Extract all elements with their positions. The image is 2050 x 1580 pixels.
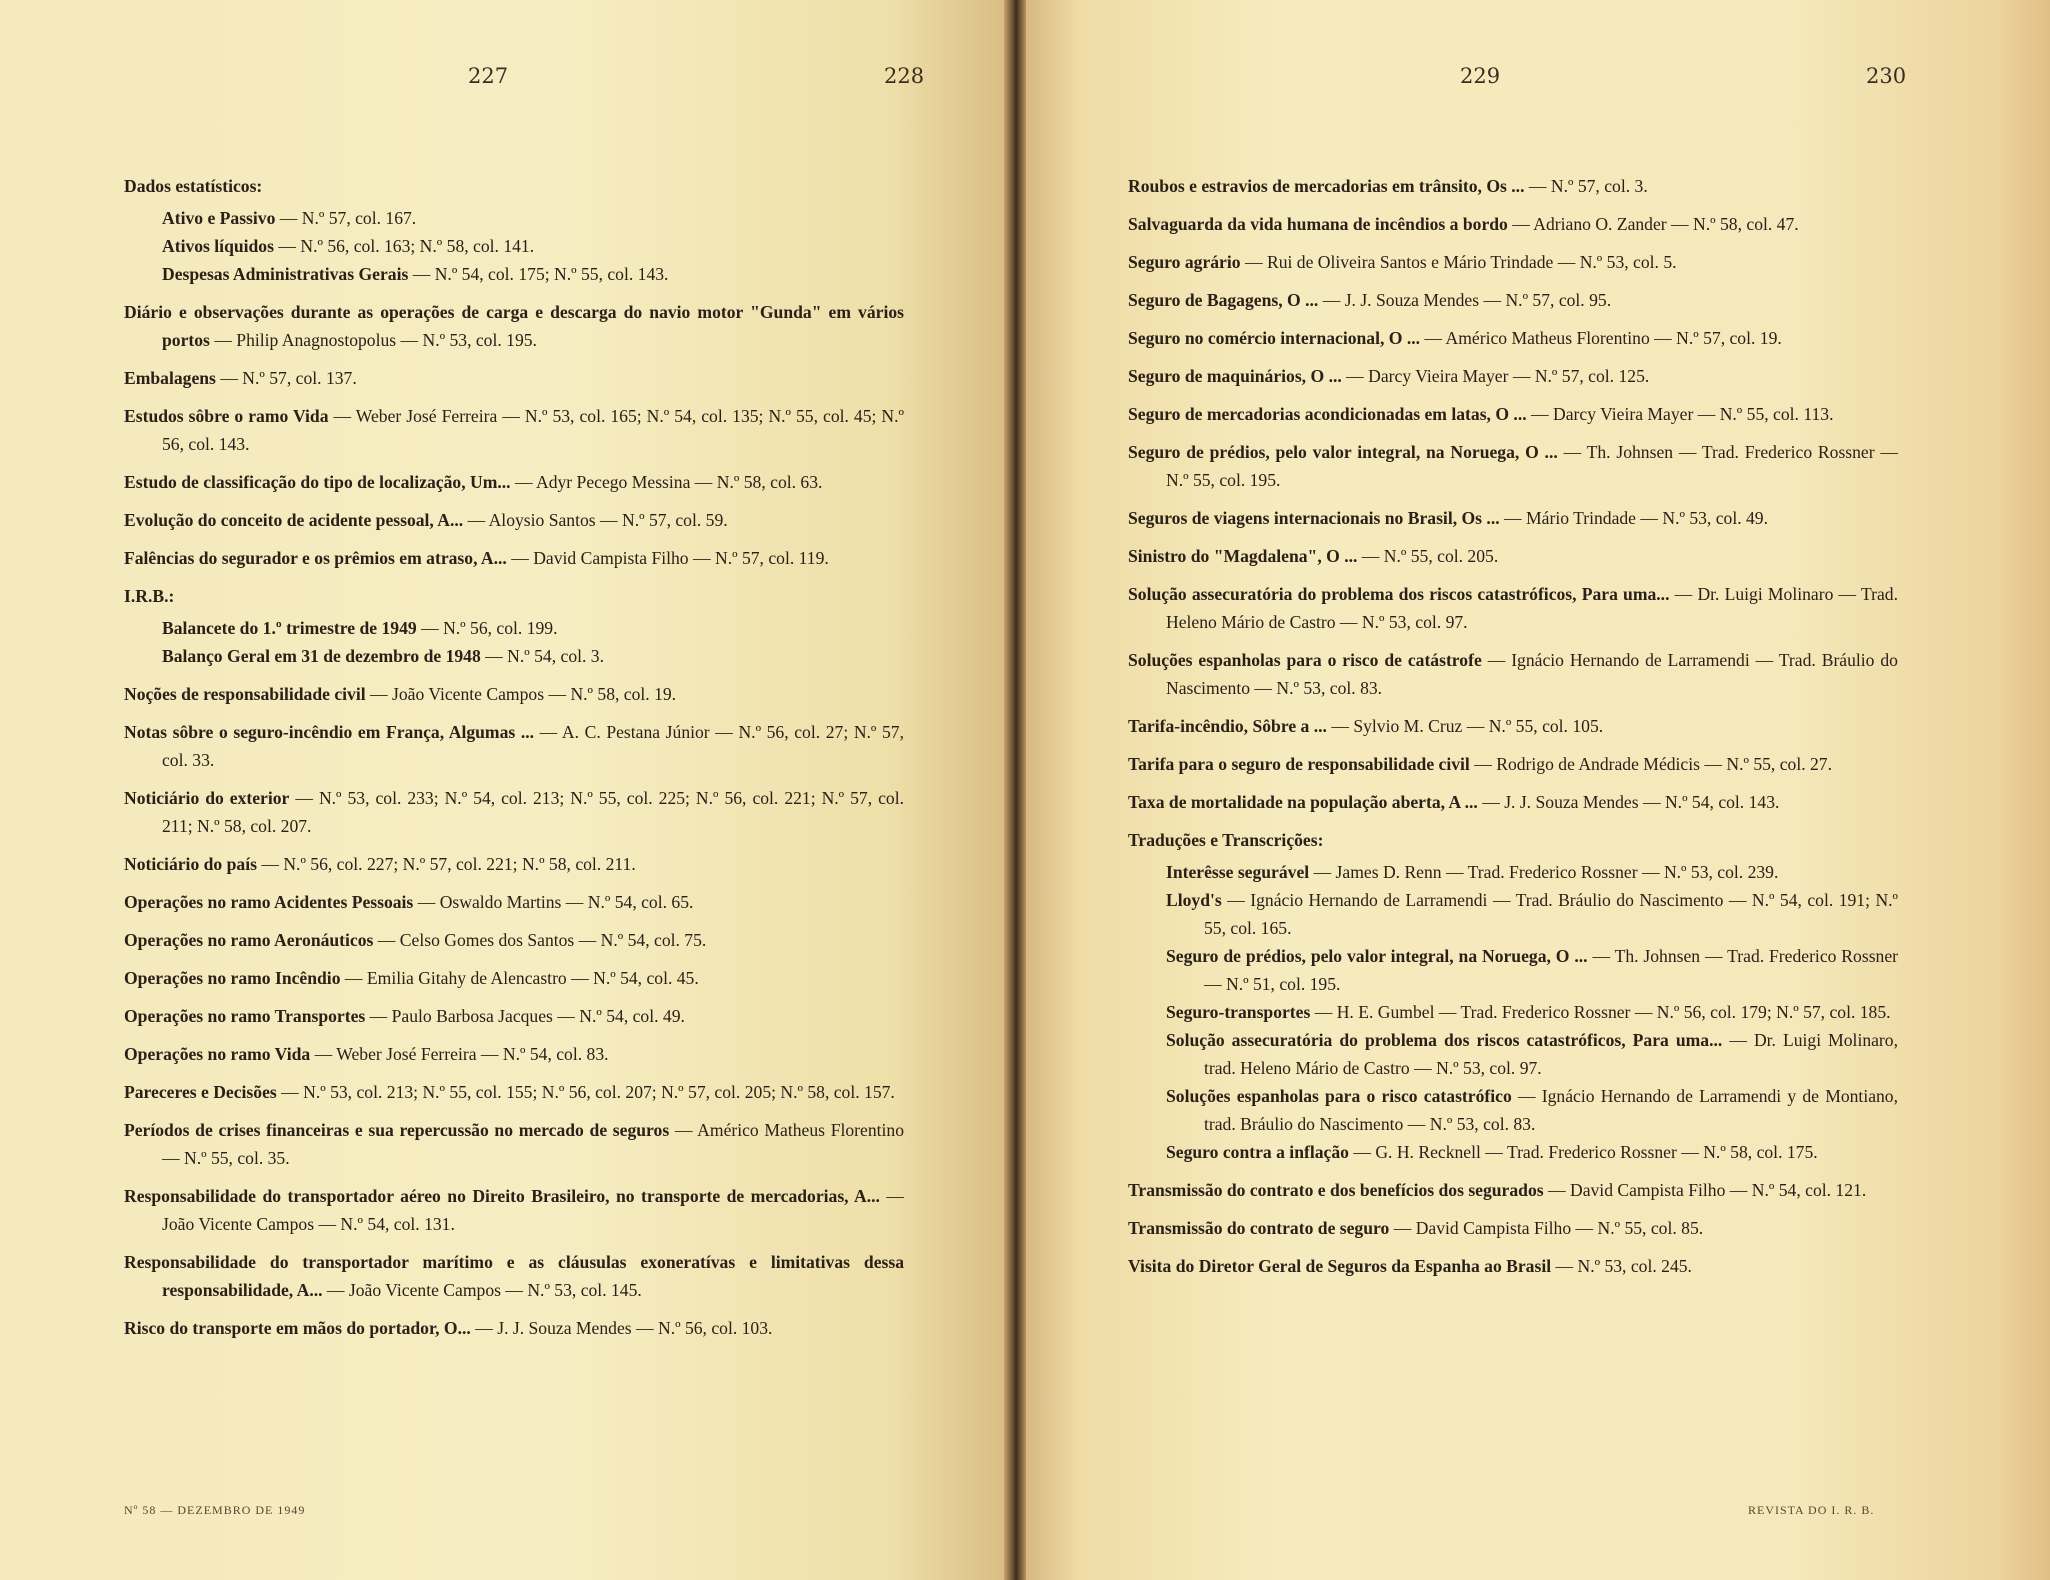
entry-reference: — David Campista Filho — N.º 54, col. 121.	[1548, 1180, 1867, 1200]
entry-title: Noções de responsabilidade civil	[124, 684, 366, 704]
entry-title: Seguro de prédios, pelo valor integral, na Noruega, O ...	[1166, 946, 1588, 966]
index-entry	[124, 232, 904, 260]
index-entry	[1128, 210, 1898, 238]
entries-list-a	[1128, 172, 1898, 816]
entry-reference: — Ignácio Hernando de Larramendi y de Montiano, trad. Bráulio do Nascimento — N.º 53, col. 83.	[1204, 1086, 1899, 1134]
index-entry	[1128, 788, 1898, 816]
index-entry	[124, 506, 904, 534]
entries-list-b	[1128, 1176, 1898, 1280]
entry-reference: — N.º 57, col. 3.	[1528, 176, 1648, 196]
index-entry	[1128, 580, 1898, 636]
index-entry	[124, 926, 904, 954]
book-gutter	[1004, 0, 1026, 1580]
entries-list-a	[124, 298, 904, 572]
entry-title: Seguros de viagens internacionais no Brasil, Os ...	[1128, 508, 1500, 528]
index-entry	[124, 1116, 904, 1172]
index-entry	[1128, 438, 1898, 494]
entry-reference: — Américo Matheus Florentino — N.º 55, col. 35.	[162, 1120, 904, 1168]
entry-title: Risco do transporte em mãos do portador, O...	[124, 1318, 471, 1338]
entry-title: Períodos de crises financeiras e sua repercussão no mercado de seguros	[124, 1120, 670, 1140]
entry-reference: — J. J. Souza Mendes — N.º 56, col. 103.	[475, 1318, 773, 1338]
entry-title: Estudos sôbre o ramo Vida	[124, 406, 329, 426]
index-entry	[1128, 886, 1898, 942]
index-entry	[124, 784, 904, 840]
entry-reference: — Adyr Pecego Messina — N.º 58, col. 63.	[514, 472, 823, 492]
entry-reference: — Dr. Luigi Molinaro, trad. Heleno Mário de Castro — N.º 53, col. 97.	[1204, 1030, 1898, 1078]
entry-title: Operações no ramo Vida	[124, 1044, 311, 1064]
entry-title: Tarifa-incêndio, Sôbre a ...	[1128, 716, 1327, 736]
entries-list-b	[124, 680, 904, 1342]
index-entry	[124, 642, 904, 670]
entry-title: Seguro contra a inflação	[1166, 1142, 1349, 1162]
entry-reference: — Darcy Vieira Mayer — N.º 57, col. 125.	[1346, 366, 1650, 386]
entry-title: Lloyd's	[1166, 890, 1222, 910]
entry-reference: — N.º 53, col. 245.	[1555, 1256, 1692, 1276]
entry-title: Transmissão do contrato e dos benefícios dos segurados	[1128, 1180, 1544, 1200]
entry-reference: — Weber José Ferreira — N.º 53, col. 165; N.º 54, col. 135; N.º 55, col. 45; N.º 56, col. 143.	[162, 406, 904, 454]
entry-reference: — Emilia Gitahy de Alencastro — N.º 54, col. 45.	[344, 968, 699, 988]
entry-reference: — Darcy Vieira Mayer — N.º 55, col. 113.	[1531, 404, 1834, 424]
entry-reference: — João Vicente Campos — N.º 58, col. 19.	[370, 684, 677, 704]
entry-reference: — N.º 57, col. 137.	[220, 368, 357, 388]
index-entry	[124, 204, 904, 232]
section-heading-irb: I.R.B.:	[124, 586, 175, 606]
entry-title: Seguro-transportes	[1166, 1002, 1311, 1022]
index-entry	[124, 1040, 904, 1068]
index-entry	[1128, 400, 1898, 428]
index-entry	[1128, 858, 1898, 886]
entry-title: Notas sôbre o seguro-incêndio em França, Algumas ...	[124, 722, 535, 742]
index-entry	[124, 1078, 904, 1106]
entry-title: Seguro agrário	[1128, 252, 1241, 272]
entry-title: Operações no ramo Incêndio	[124, 968, 341, 988]
entry-reference: — Mário Trindade — N.º 53, col. 49.	[1504, 508, 1769, 528]
entry-title: Operações no ramo Aeronáuticos	[124, 930, 374, 950]
page-number-230: 230	[1866, 64, 1907, 88]
entry-title: Roubos e estravios de mercadorias em trânsito, Os ...	[1128, 176, 1525, 196]
index-entry	[1128, 712, 1898, 740]
index-entry	[1128, 286, 1898, 314]
index-entry	[124, 718, 904, 774]
entry-title: Soluções espanholas para o risco catastrófico	[1166, 1086, 1512, 1106]
entry-title: Tarifa para o seguro de responsabilidade civil	[1128, 754, 1470, 774]
entry-reference: — Rodrigo de Andrade Médicis — N.º 55, col. 27.	[1474, 754, 1833, 774]
entry-reference: — Sylvio M. Cruz — N.º 55, col. 105.	[1331, 716, 1604, 736]
entry-title: Solução assecuratória do problema dos riscos catastróficos, Para uma...	[1128, 584, 1670, 604]
entry-reference: — Th. Johnsen — Trad. Frederico Rossner — N.º 55, col. 195.	[1166, 442, 1898, 490]
entry-reference: — João Vicente Campos — N.º 53, col. 145.	[326, 1280, 642, 1300]
right-index-column	[1128, 172, 1898, 1290]
entry-reference: — H. E. Gumbel — Trad. Frederico Rossner — N.º 56, col. 179; N.º 57, col. 185.	[1314, 1002, 1891, 1022]
entry-title: Balancete do 1.º trimestre de 1949	[162, 618, 417, 638]
entry-reference: — Weber José Ferreira — N.º 54, col. 83.	[314, 1044, 609, 1064]
index-entry	[1128, 998, 1898, 1026]
index-entry	[1128, 324, 1898, 352]
entry-reference: — J. J. Souza Mendes — N.º 57, col. 95.	[1322, 290, 1612, 310]
entry-title: Ativos líquidos	[162, 236, 274, 256]
index-entry	[124, 544, 904, 572]
entry-title: Falências do segurador e os prêmios em atraso, A...	[124, 548, 507, 568]
entry-reference: — Oswaldo Martins — N.º 54, col. 65.	[417, 892, 694, 912]
entry-reference: — Paulo Barbosa Jacques — N.º 54, col. 49.	[369, 1006, 685, 1026]
entry-reference: — Américo Matheus Florentino — N.º 57, col. 19.	[1424, 328, 1782, 348]
index-entry	[124, 680, 904, 708]
index-entry	[124, 468, 904, 496]
index-entry	[1128, 362, 1898, 390]
dados-list	[124, 204, 904, 288]
entry-title: Seguro no comércio internacional, O ...	[1128, 328, 1421, 348]
entry-title: Taxa de mortalidade na população aberta, A ...	[1128, 792, 1478, 812]
page-number-229: 229	[1460, 64, 1501, 88]
entry-title: Seguro de maquinários, O ...	[1128, 366, 1342, 386]
entry-reference: — Aloysio Santos — N.º 57, col. 59.	[467, 510, 728, 530]
entry-reference: — N.º 56, col. 227; N.º 57, col. 221; N.º 58, col. 211.	[261, 854, 636, 874]
entry-reference: — N.º 57, col. 167.	[279, 208, 417, 228]
index-entry	[124, 964, 904, 992]
entry-reference: — Ignácio Hernando de Larramendi — Trad. Bráulio do Nascimento — N.º 54, col. 191; N.º 55, col. 165.	[1204, 890, 1899, 938]
index-entry	[124, 1182, 904, 1238]
entry-reference: — N.º 54, col. 3.	[485, 646, 604, 666]
entry-reference: — David Campista Filho — N.º 55, col. 85.	[1393, 1218, 1704, 1238]
page-number-227: 227	[468, 64, 509, 88]
index-entry	[1128, 1252, 1898, 1280]
index-entry	[124, 1248, 904, 1304]
traducoes-list	[1128, 858, 1898, 1166]
index-entry	[124, 364, 904, 392]
entry-reference: — N.º 54, col. 175; N.º 55, col. 143.	[412, 264, 669, 284]
entry-title: Interêsse segurável	[1166, 862, 1310, 882]
section-heading-dados: Dados estatísticos:	[124, 176, 263, 196]
entry-reference: — A. C. Pestana Júnior — N.º 56, col. 27; N.º 57, col. 33.	[162, 722, 904, 770]
page-number-228: 228	[884, 64, 925, 88]
entry-title: Seguro de prédios, pelo valor integral, na Noruega, O ...	[1128, 442, 1558, 462]
entry-title: Operações no ramo Acidentes Pessoais	[124, 892, 414, 912]
entry-title: Seguro de mercadorias acondicionadas em latas, O ...	[1128, 404, 1527, 424]
entry-title: Solução assecuratória do problema dos riscos catastróficos, Para uma...	[1166, 1030, 1723, 1050]
entry-reference: — Dr. Luigi Molinaro — Trad. Heleno Mário de Castro — N.º 53, col. 97.	[1166, 584, 1898, 632]
right-footer: REVISTA DO I. R. B.	[1748, 1503, 1875, 1517]
index-entry	[1128, 646, 1898, 702]
left-footer: Nº 58 — DEZEMBRO DE 1949	[124, 1503, 306, 1517]
entry-title: Noticiário do exterior	[124, 788, 290, 808]
index-entry	[1128, 542, 1898, 570]
entry-title: Balanço Geral em 31 de dezembro de 1948	[162, 646, 481, 666]
entry-title: Embalagens	[124, 368, 216, 388]
entry-reference: — G. H. Recknell — Trad. Frederico Rossner — N.º 58, col. 175.	[1353, 1142, 1818, 1162]
index-entry	[124, 614, 904, 642]
index-entry	[1128, 750, 1898, 778]
entry-reference: — N.º 55, col. 205.	[1361, 546, 1499, 566]
entry-title: Noticiário do país	[124, 854, 257, 874]
index-entry	[1128, 1176, 1898, 1204]
index-entry	[1128, 1214, 1898, 1242]
entry-reference: — Celso Gomes dos Santos — N.º 54, col. 75.	[377, 930, 707, 950]
right-page	[1018, 0, 2050, 1580]
entry-reference: — Th. Johnsen — Trad. Frederico Rossner — N.º 51, col. 195.	[1204, 946, 1898, 994]
entry-reference: — James D. Renn — Trad. Frederico Rossner — N.º 53, col. 239.	[1313, 862, 1779, 882]
index-entry	[1128, 1138, 1898, 1166]
index-entry	[1128, 1082, 1898, 1138]
index-entry	[124, 298, 904, 354]
irb-list	[124, 614, 904, 670]
entry-title: Pareceres e Decisões	[124, 1082, 277, 1102]
entry-title: Despesas Administrativas Gerais	[162, 264, 409, 284]
entry-reference: — Philip Anagnostopolus — N.º 53, col. 195.	[214, 330, 537, 350]
index-entry	[124, 888, 904, 916]
entry-reference: — David Campista Filho — N.º 57, col. 119.	[511, 548, 829, 568]
entry-reference: — N.º 53, col. 213; N.º 55, col. 155; N.º 56, col. 207; N.º 57, col. 205; N.º 58, col. 157.	[281, 1082, 895, 1102]
entry-title: Responsabilidade do transportador marítimo e as cláusulas exoneratívas e limitativas dessa responsabilidade, A...	[124, 1252, 904, 1300]
entry-reference: — N.º 56, col. 163; N.º 58, col. 141.	[278, 236, 535, 256]
index-entry	[124, 1314, 904, 1342]
entry-title: Transmissão do contrato de seguro	[1128, 1218, 1390, 1238]
entry-title: Salvaguarda da vida humana de incêndios a bordo	[1128, 214, 1508, 234]
index-entry	[124, 402, 904, 458]
entry-title: Sinistro do "Magdalena", O ...	[1128, 546, 1358, 566]
entry-title: Ativo e Passivo	[162, 208, 276, 228]
index-entry	[1128, 172, 1898, 200]
entry-title: Seguro de Bagagens, O ...	[1128, 290, 1319, 310]
index-entry	[1128, 248, 1898, 276]
entry-reference: — João Vicente Campos — N.º 54, col. 131.	[162, 1186, 904, 1234]
entry-title: Diário e observações durante as operações de carga e descarga do navio motor "Gunda" em vários portos	[124, 302, 904, 350]
index-entry	[1128, 942, 1898, 998]
entry-title: Responsabilidade do transportador aéreo no Direito Brasileiro, no transporte de mercadorias, A...	[124, 1186, 880, 1206]
index-entry	[124, 1002, 904, 1030]
entry-title: Operações no ramo Transportes	[124, 1006, 366, 1026]
index-entry	[124, 260, 904, 288]
entry-title: Estudo de classificação do tipo de localização, Um...	[124, 472, 511, 492]
index-entry	[124, 850, 904, 878]
entry-reference: — Ignácio Hernando de Larramendi — Trad. Bráulio do Nascimento — N.º 53, col. 83.	[1166, 650, 1898, 698]
entry-reference: — N.º 56, col. 199.	[421, 618, 558, 638]
entry-reference: — Adriano O. Zander — N.º 58, col. 47.	[1512, 214, 1799, 234]
left-page	[0, 0, 1012, 1580]
entry-title: Visita do Diretor Geral de Seguros da Espanha ao Brasil	[1128, 1256, 1552, 1276]
section-heading-traducoes: Traduções e Transcrições:	[1128, 830, 1324, 850]
left-index-column	[124, 172, 904, 1352]
entry-title: Evolução do conceito de acidente pessoal, A...	[124, 510, 464, 530]
entry-reference: — Rui de Oliveira Santos e Mário Trindade — N.º 53, col. 5.	[1244, 252, 1677, 272]
entry-reference: — J. J. Souza Mendes — N.º 54, col. 143.	[1482, 792, 1780, 812]
entry-title: Soluções espanholas para o risco de catástrofe	[1128, 650, 1482, 670]
entry-reference: — N.º 53, col. 233; N.º 54, col. 213; N.º 55, col. 225; N.º 56, col. 221; N.º 57, col. 211; N.º 58, col. 207.	[162, 788, 904, 836]
index-entry	[1128, 504, 1898, 532]
index-entry	[1128, 1026, 1898, 1082]
